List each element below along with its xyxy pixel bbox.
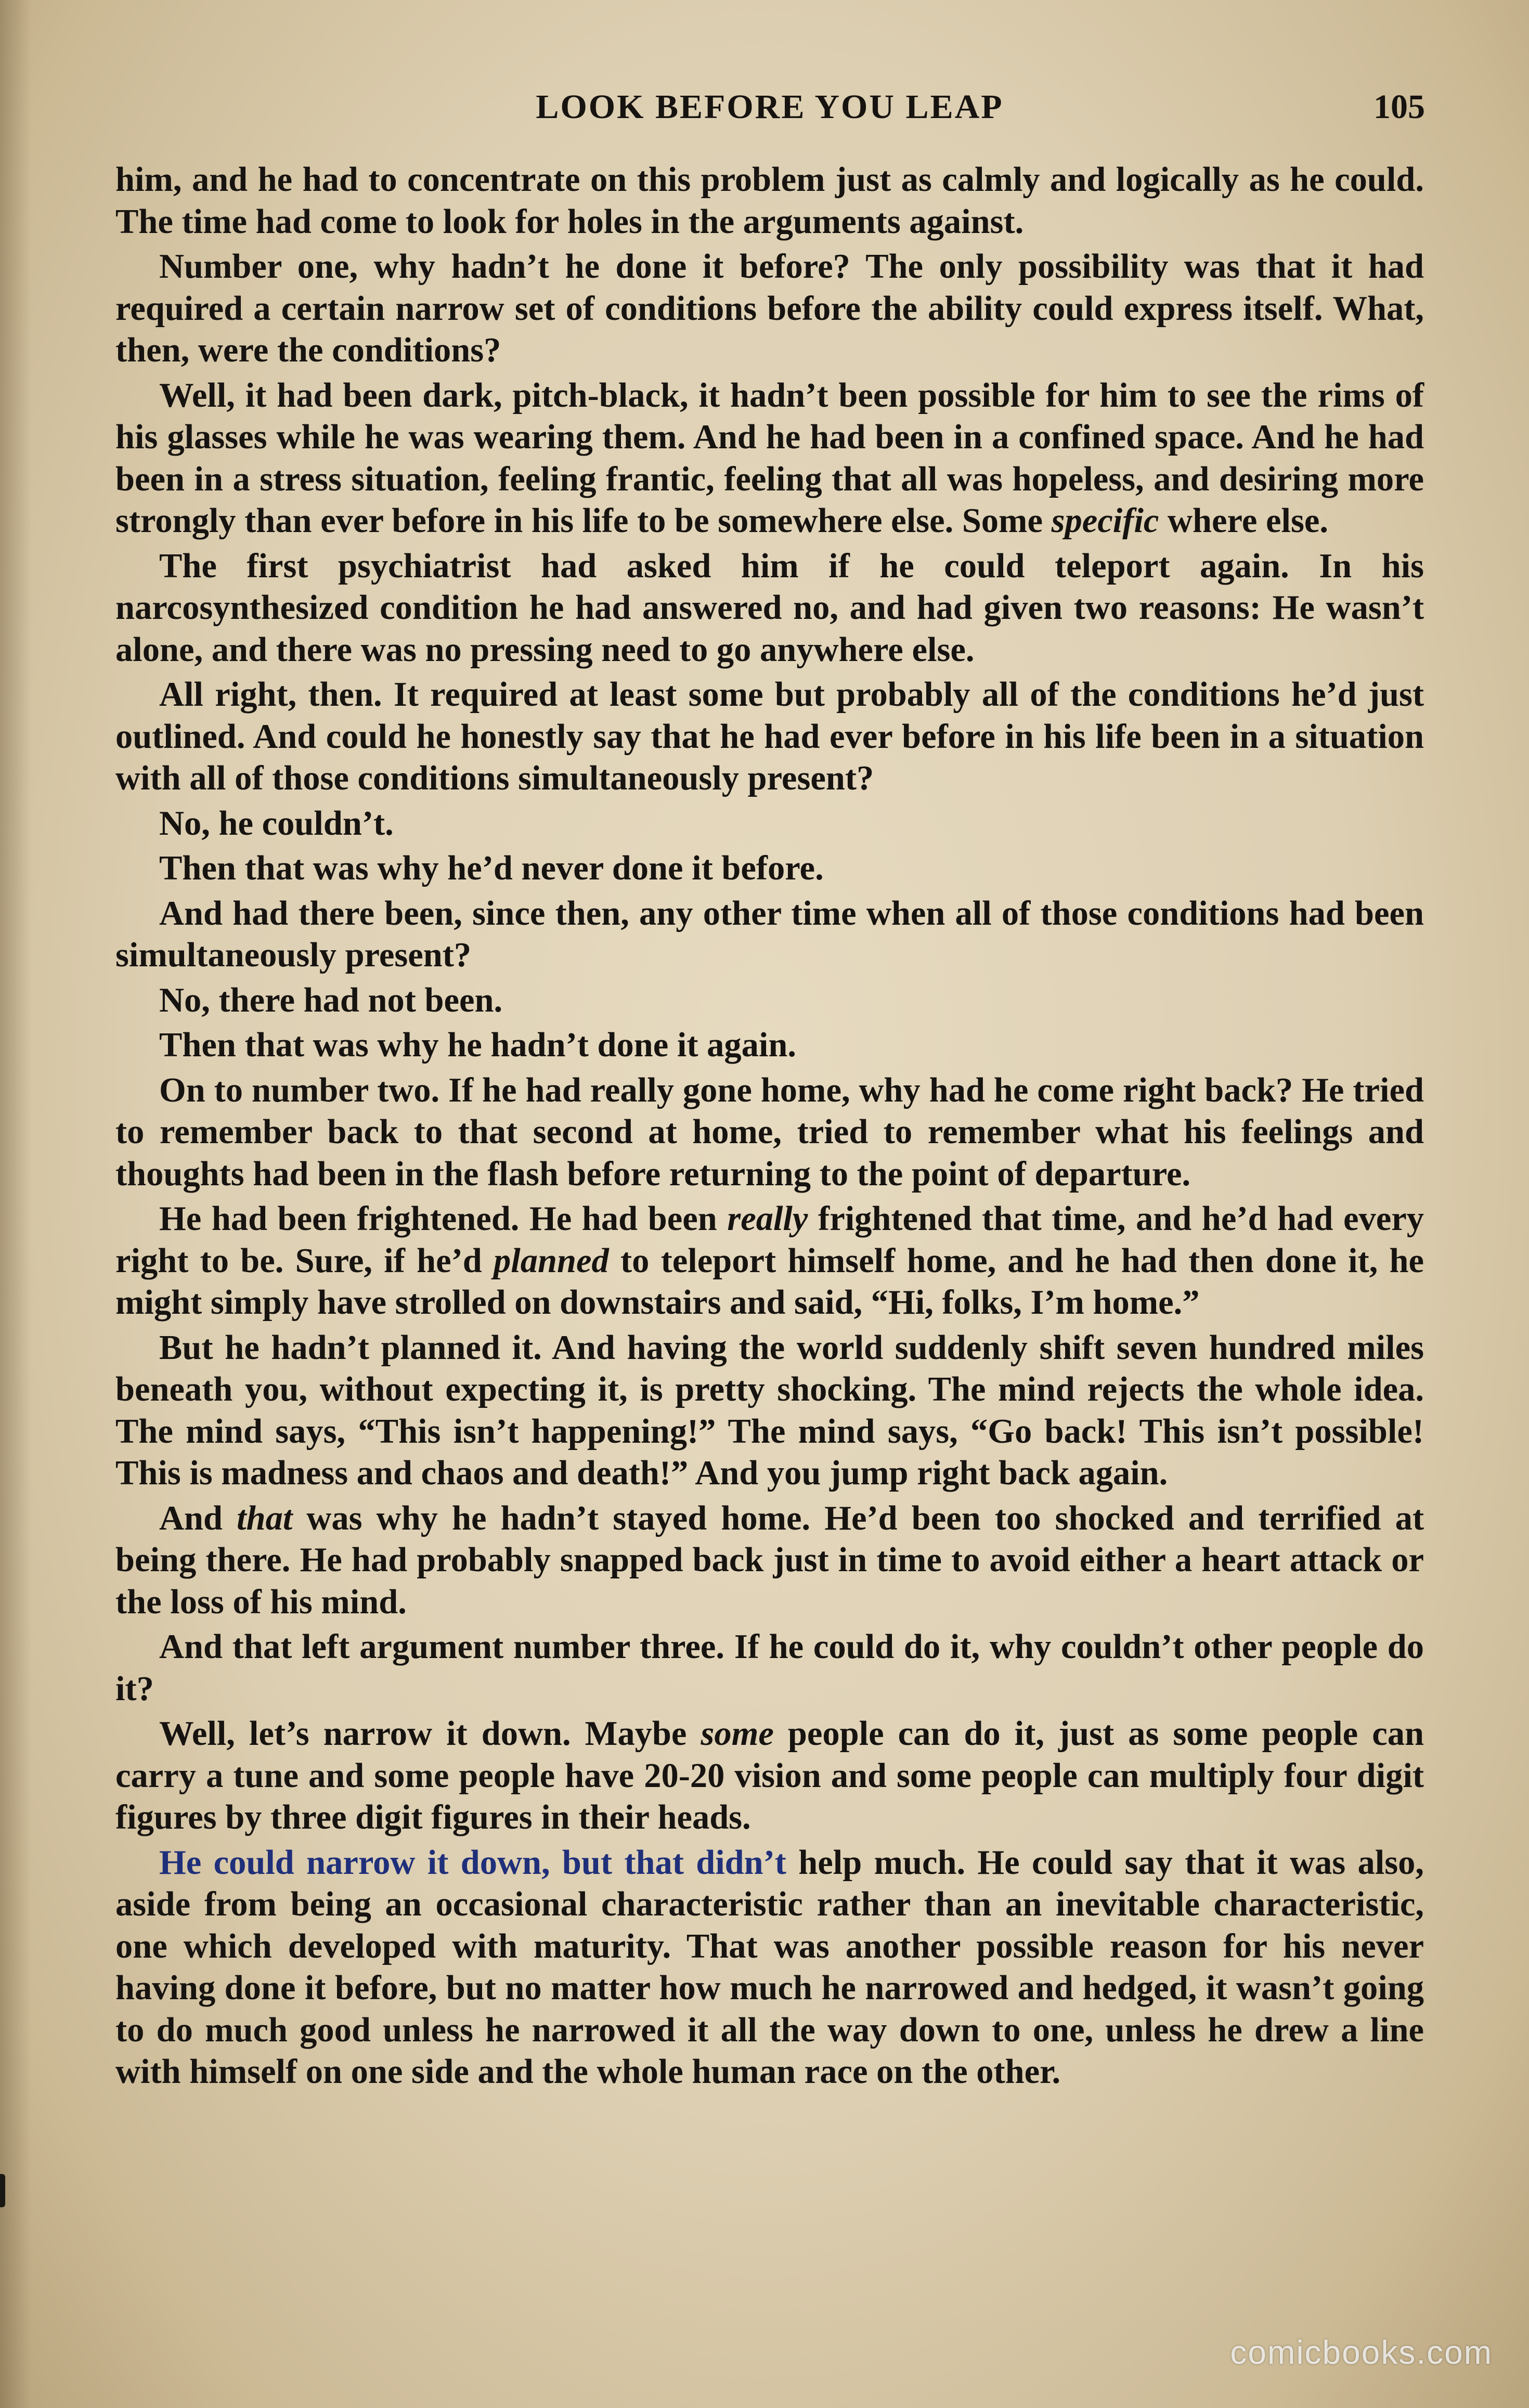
paragraph [115,1842,1424,2093]
paragraph [115,246,1424,372]
page-edge-shadow [0,0,31,2408]
paragraph-text: And [159,1499,237,1537]
running-title: LOOK BEFORE YOU LEAP [536,88,1004,126]
watermark: comicbooks.com [1230,2334,1493,2371]
paragraph [115,803,1424,845]
paragraph-text: No, there had not been. [159,981,503,1019]
body-text [115,159,1424,2096]
paragraph-text: Number one, why hadn’t he done it before? The only possibility was that it had required a certain narrow set of conditions before the ability could express itself. What, then, were the conditions? [115,248,1424,369]
italic-emphasis: planned [494,1241,609,1280]
paragraph [115,674,1424,800]
paragraph-text: was why he hadn’t stayed home. He’d been too shocked and terrified at being there. He had probably snapped back just in time to avoid either a heart attack or the loss of his mind. [115,1499,1424,1621]
paragraph-text: frightened that time, and he’d had every right to be. Sure, if he’d [115,1200,1424,1280]
paragraph [115,980,1424,1022]
italic-emphasis: some [701,1715,774,1753]
paragraph-text: Well, let’s narrow it down. Maybe [159,1715,701,1753]
binding-mark [0,2174,5,2207]
paragraph [115,159,1424,243]
italic-emphasis: that [237,1499,293,1537]
paragraph-text: The first psychiatrist had asked him if he could teleport again. In his narcosynthesized condition he had answered no, and had given two reasons: He wasn’t alone, and there was no pressing need to go anywhere else. [115,547,1424,669]
paragraph [115,848,1424,890]
italic-emphasis: really [727,1200,808,1238]
paragraph [115,1498,1424,1624]
italic-emphasis: specific [1051,502,1159,540]
paragraph-text: No, he couldn’t. [159,804,394,843]
paragraph-text: Then that was why he’d never done it before. [159,849,824,887]
paragraph-text-blue: He could narrow it down, but that didn’t [159,1843,786,1882]
paragraph-text: Then that was why he hadn’t done it again. [159,1026,796,1064]
paragraph-text: And that left argument number three. If he could do it, why couldn’t other people do it? [115,1628,1424,1708]
paragraph [115,1070,1424,1196]
paragraph-text: help much. He could say that it was also, aside from being an occasional characteristic rather than an inevitable characteristic, one which developed with maturity. That was another possible reason for his never having done it before, but no matter how much he narrowed and hedged, it wasn’t going to do much good unless he narrowed it all the way down to one, unless he drew a line with himself on one side and the whole human race on the other. [115,1843,1424,2091]
paragraph [115,1198,1424,1324]
page-number: 105 [1373,88,1425,126]
paragraph-text: He had been frightened. He had been [159,1200,728,1238]
paragraph-text: where else. [1159,502,1328,540]
paragraph-text: On to number two. If he had really gone home, why had he come right back? He tried to remember back to that second at home, tried to remember what his feelings and thoughts had been in the flash before returning to the point of departure. [115,1071,1424,1193]
paragraph-text: him, and he had to concentrate on this problem just as calmly and logically as he could. The time had come to look for holes in the arguments against. [115,161,1424,241]
paragraph-text: Well, it had been dark, pitch-black, it hadn’t been possible for him to see the rims of his glasses while he was wearing them. And he had been in a confined space. And he had been in a stress situation, feeling frantic, feeling that all was hopeless, and desiring more strongly than ever before in his life to be somewhere else. Some [115,376,1424,540]
page-header [114,87,1425,145]
paragraph-text: to teleport himself home, and he had then done it, he might simply have strolled on downstairs and said, “Hi, folks, I’m home.” [115,1241,1424,1322]
paragraph-text: And had there been, since then, any other time when all of those conditions had been simultaneously present? [115,894,1424,974]
paragraph-text: people can do it, just as some people can carry a tune and some people have 20-20 vision and some people can multiply four digit figures by three digit figures in their heads. [115,1715,1424,1836]
paragraph [115,1327,1424,1495]
paragraph [115,1025,1424,1067]
paragraph [115,1626,1424,1710]
paragraph [115,893,1424,977]
paragraph-text: All right, then. It required at least some but probably all of the conditions he’d just outlined. And could he honestly say that he had ever before in his life been in a situation with all of those conditions simultaneously present? [115,676,1424,797]
paragraph-text: But he hadn’t planned it. And having the world suddenly shift seven hundred miles beneath you, without expecting it, is pretty shocking. The mind rejects the whole idea. The mind says, “This isn’t happening!” The mind says, “Go back! This isn’t possible! This is madness and chaos and death!” And you jump right back again. [115,1328,1424,1492]
paragraph [115,375,1424,542]
paragraph [115,546,1424,671]
paragraph [115,1713,1424,1839]
